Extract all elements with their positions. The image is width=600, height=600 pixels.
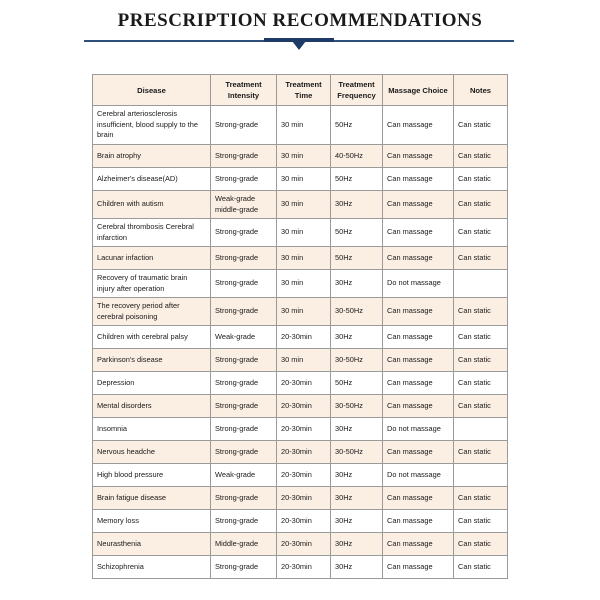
table-row — [93, 372, 508, 395]
cell-time: 20-30min — [277, 326, 331, 349]
cell-time: 20-30min — [277, 510, 331, 533]
cell-intensity: Strong-grade — [211, 106, 277, 145]
cell-time: 30 min — [277, 298, 331, 326]
cell-intensity: Strong-grade — [211, 247, 277, 270]
cell-time: 30 min — [277, 191, 331, 219]
cell-frequency: 30-50Hz — [331, 441, 383, 464]
cell-time: 20-30min — [277, 464, 331, 487]
cell-frequency: 30Hz — [331, 487, 383, 510]
cell-notes — [454, 464, 508, 487]
cell-time: 30 min — [277, 145, 331, 168]
table-row — [93, 168, 508, 191]
cell-massage: Can massage — [383, 168, 454, 191]
cell-time: 20-30min — [277, 556, 331, 579]
cell-disease: Mental disorders — [93, 395, 211, 418]
cell-frequency: 30Hz — [331, 464, 383, 487]
page-title: PRESCRIPTION RECOMMENDATIONS — [117, 10, 483, 31]
cell-frequency: 40-50Hz — [331, 145, 383, 168]
cell-disease: Cerebral thrombosis Cerebral infarction — [93, 219, 211, 247]
cell-massage: Do not massage — [383, 270, 454, 298]
cell-disease: Depression — [93, 372, 211, 395]
cell-disease: Neurasthenia — [93, 533, 211, 556]
cell-notes: Can static — [454, 219, 508, 247]
cell-massage: Can massage — [383, 145, 454, 168]
cell-massage: Do not massage — [383, 464, 454, 487]
cell-massage: Can massage — [383, 298, 454, 326]
cell-disease: Brain atrophy — [93, 145, 211, 168]
header-disease: Disease — [93, 75, 211, 106]
cell-time: 30 min — [277, 106, 331, 145]
cell-disease: Schizophrenia — [93, 556, 211, 579]
cell-frequency: 50Hz — [331, 106, 383, 145]
cell-disease: Memory loss — [93, 510, 211, 533]
cell-massage: Can massage — [383, 326, 454, 349]
cell-intensity: Strong-grade — [211, 510, 277, 533]
cell-massage: Can massage — [383, 487, 454, 510]
cell-time: 20-30min — [277, 533, 331, 556]
cell-frequency: 30Hz — [331, 510, 383, 533]
cell-notes: Can static — [454, 349, 508, 372]
cell-frequency: 30-50Hz — [331, 395, 383, 418]
table-row — [93, 510, 508, 533]
cell-disease: Alzheimer's disease(AD) — [93, 168, 211, 191]
cell-disease: Nervous headche — [93, 441, 211, 464]
cell-notes: Can static — [454, 510, 508, 533]
cell-frequency: 50Hz — [331, 372, 383, 395]
cell-intensity: Strong-grade — [211, 219, 277, 247]
cell-frequency: 50Hz — [331, 247, 383, 270]
cell-frequency: 50Hz — [331, 219, 383, 247]
cell-massage: Can massage — [383, 106, 454, 145]
cell-frequency: 30Hz — [331, 533, 383, 556]
cell-intensity: Strong-grade — [211, 168, 277, 191]
cell-disease: Children with autism — [93, 191, 211, 219]
cell-time: 20-30min — [277, 441, 331, 464]
header-intensity: Treatment Intensity — [211, 75, 277, 106]
cell-frequency: 30Hz — [331, 326, 383, 349]
cell-intensity: Strong-grade — [211, 418, 277, 441]
cell-frequency: 30Hz — [331, 270, 383, 298]
cell-time: 30 min — [277, 270, 331, 298]
cell-intensity: Strong-grade — [211, 298, 277, 326]
table-row — [93, 219, 508, 247]
cell-massage: Can massage — [383, 219, 454, 247]
table-row — [93, 487, 508, 510]
cell-frequency: 30-50Hz — [331, 298, 383, 326]
header-frequency: Treatment Frequency — [331, 75, 383, 106]
cell-intensity: Weak-grade middle-grade — [211, 191, 277, 219]
cell-time: 20-30min — [277, 372, 331, 395]
cell-intensity: Strong-grade — [211, 349, 277, 372]
cell-intensity: Strong-grade — [211, 441, 277, 464]
cell-intensity: Strong-grade — [211, 145, 277, 168]
cell-notes: Can static — [454, 441, 508, 464]
cell-frequency: 30Hz — [331, 418, 383, 441]
cell-disease: Insomnia — [93, 418, 211, 441]
cell-intensity: Strong-grade — [211, 487, 277, 510]
cell-intensity: Middle-grade — [211, 533, 277, 556]
cell-massage: Can massage — [383, 349, 454, 372]
cell-time: 30 min — [277, 247, 331, 270]
cell-notes — [454, 270, 508, 298]
cell-massage: Can massage — [383, 191, 454, 219]
table-row — [93, 191, 508, 219]
table-row — [93, 270, 508, 298]
cell-notes: Can static — [454, 372, 508, 395]
cell-disease: Children with cerebral palsy — [93, 326, 211, 349]
cell-disease: Parkinson's disease — [93, 349, 211, 372]
cell-massage: Do not massage — [383, 418, 454, 441]
divider-pointer-icon — [292, 41, 306, 50]
cell-frequency: 50Hz — [331, 168, 383, 191]
cell-disease: Cerebral arteriosclerosis insufficient, blood supply to the brain — [93, 106, 211, 145]
table-row — [93, 106, 508, 145]
cell-notes: Can static — [454, 168, 508, 191]
cell-disease: Brain fatigue disease — [93, 487, 211, 510]
cell-disease: High blood pressure — [93, 464, 211, 487]
cell-notes: Can static — [454, 533, 508, 556]
cell-notes: Can static — [454, 106, 508, 145]
cell-massage: Can massage — [383, 533, 454, 556]
cell-intensity: Weak-grade — [211, 326, 277, 349]
table-row — [93, 298, 508, 326]
cell-time: 20-30min — [277, 487, 331, 510]
table-row — [93, 556, 508, 579]
table-row — [93, 395, 508, 418]
cell-intensity: Strong-grade — [211, 372, 277, 395]
cell-notes — [454, 418, 508, 441]
cell-massage: Can massage — [383, 247, 454, 270]
cell-notes: Can static — [454, 145, 508, 168]
table-row — [93, 247, 508, 270]
cell-notes: Can static — [454, 487, 508, 510]
cell-massage: Can massage — [383, 395, 454, 418]
cell-massage: Can massage — [383, 556, 454, 579]
cell-intensity: Strong-grade — [211, 395, 277, 418]
cell-frequency: 30Hz — [331, 556, 383, 579]
cell-notes: Can static — [454, 191, 508, 219]
cell-notes: Can static — [454, 395, 508, 418]
cell-time: 30 min — [277, 349, 331, 372]
cell-time: 30 min — [277, 168, 331, 191]
cell-notes: Can static — [454, 556, 508, 579]
cell-frequency: 30Hz — [331, 191, 383, 219]
cell-disease: The recovery period after cerebral poisoning — [93, 298, 211, 326]
table-row — [93, 533, 508, 556]
cell-disease: Lacunar infaction — [93, 247, 211, 270]
cell-massage: Can massage — [383, 441, 454, 464]
header-time: Treatment Time — [277, 75, 331, 106]
cell-time: 20-30min — [277, 418, 331, 441]
table-row — [93, 418, 508, 441]
cell-intensity: Strong-grade — [211, 270, 277, 298]
cell-time: 20-30min — [277, 395, 331, 418]
header-massage: Massage Choice — [383, 75, 454, 106]
table-row — [93, 326, 508, 349]
cell-notes: Can static — [454, 326, 508, 349]
cell-intensity: Weak-grade — [211, 464, 277, 487]
cell-intensity: Strong-grade — [211, 556, 277, 579]
table-row — [93, 145, 508, 168]
table-row — [93, 441, 508, 464]
cell-time: 30 min — [277, 219, 331, 247]
cell-frequency: 30-50Hz — [331, 349, 383, 372]
cell-massage: Can massage — [383, 372, 454, 395]
table-row — [93, 464, 508, 487]
table-header-row — [93, 75, 508, 106]
table-row — [93, 349, 508, 372]
table-body — [93, 106, 508, 579]
cell-notes: Can static — [454, 298, 508, 326]
prescription-table — [92, 74, 508, 579]
cell-disease: Recovery of traumatic brain injury after operation — [93, 270, 211, 298]
header-notes: Notes — [454, 75, 508, 106]
cell-massage: Can massage — [383, 510, 454, 533]
cell-notes: Can static — [454, 247, 508, 270]
